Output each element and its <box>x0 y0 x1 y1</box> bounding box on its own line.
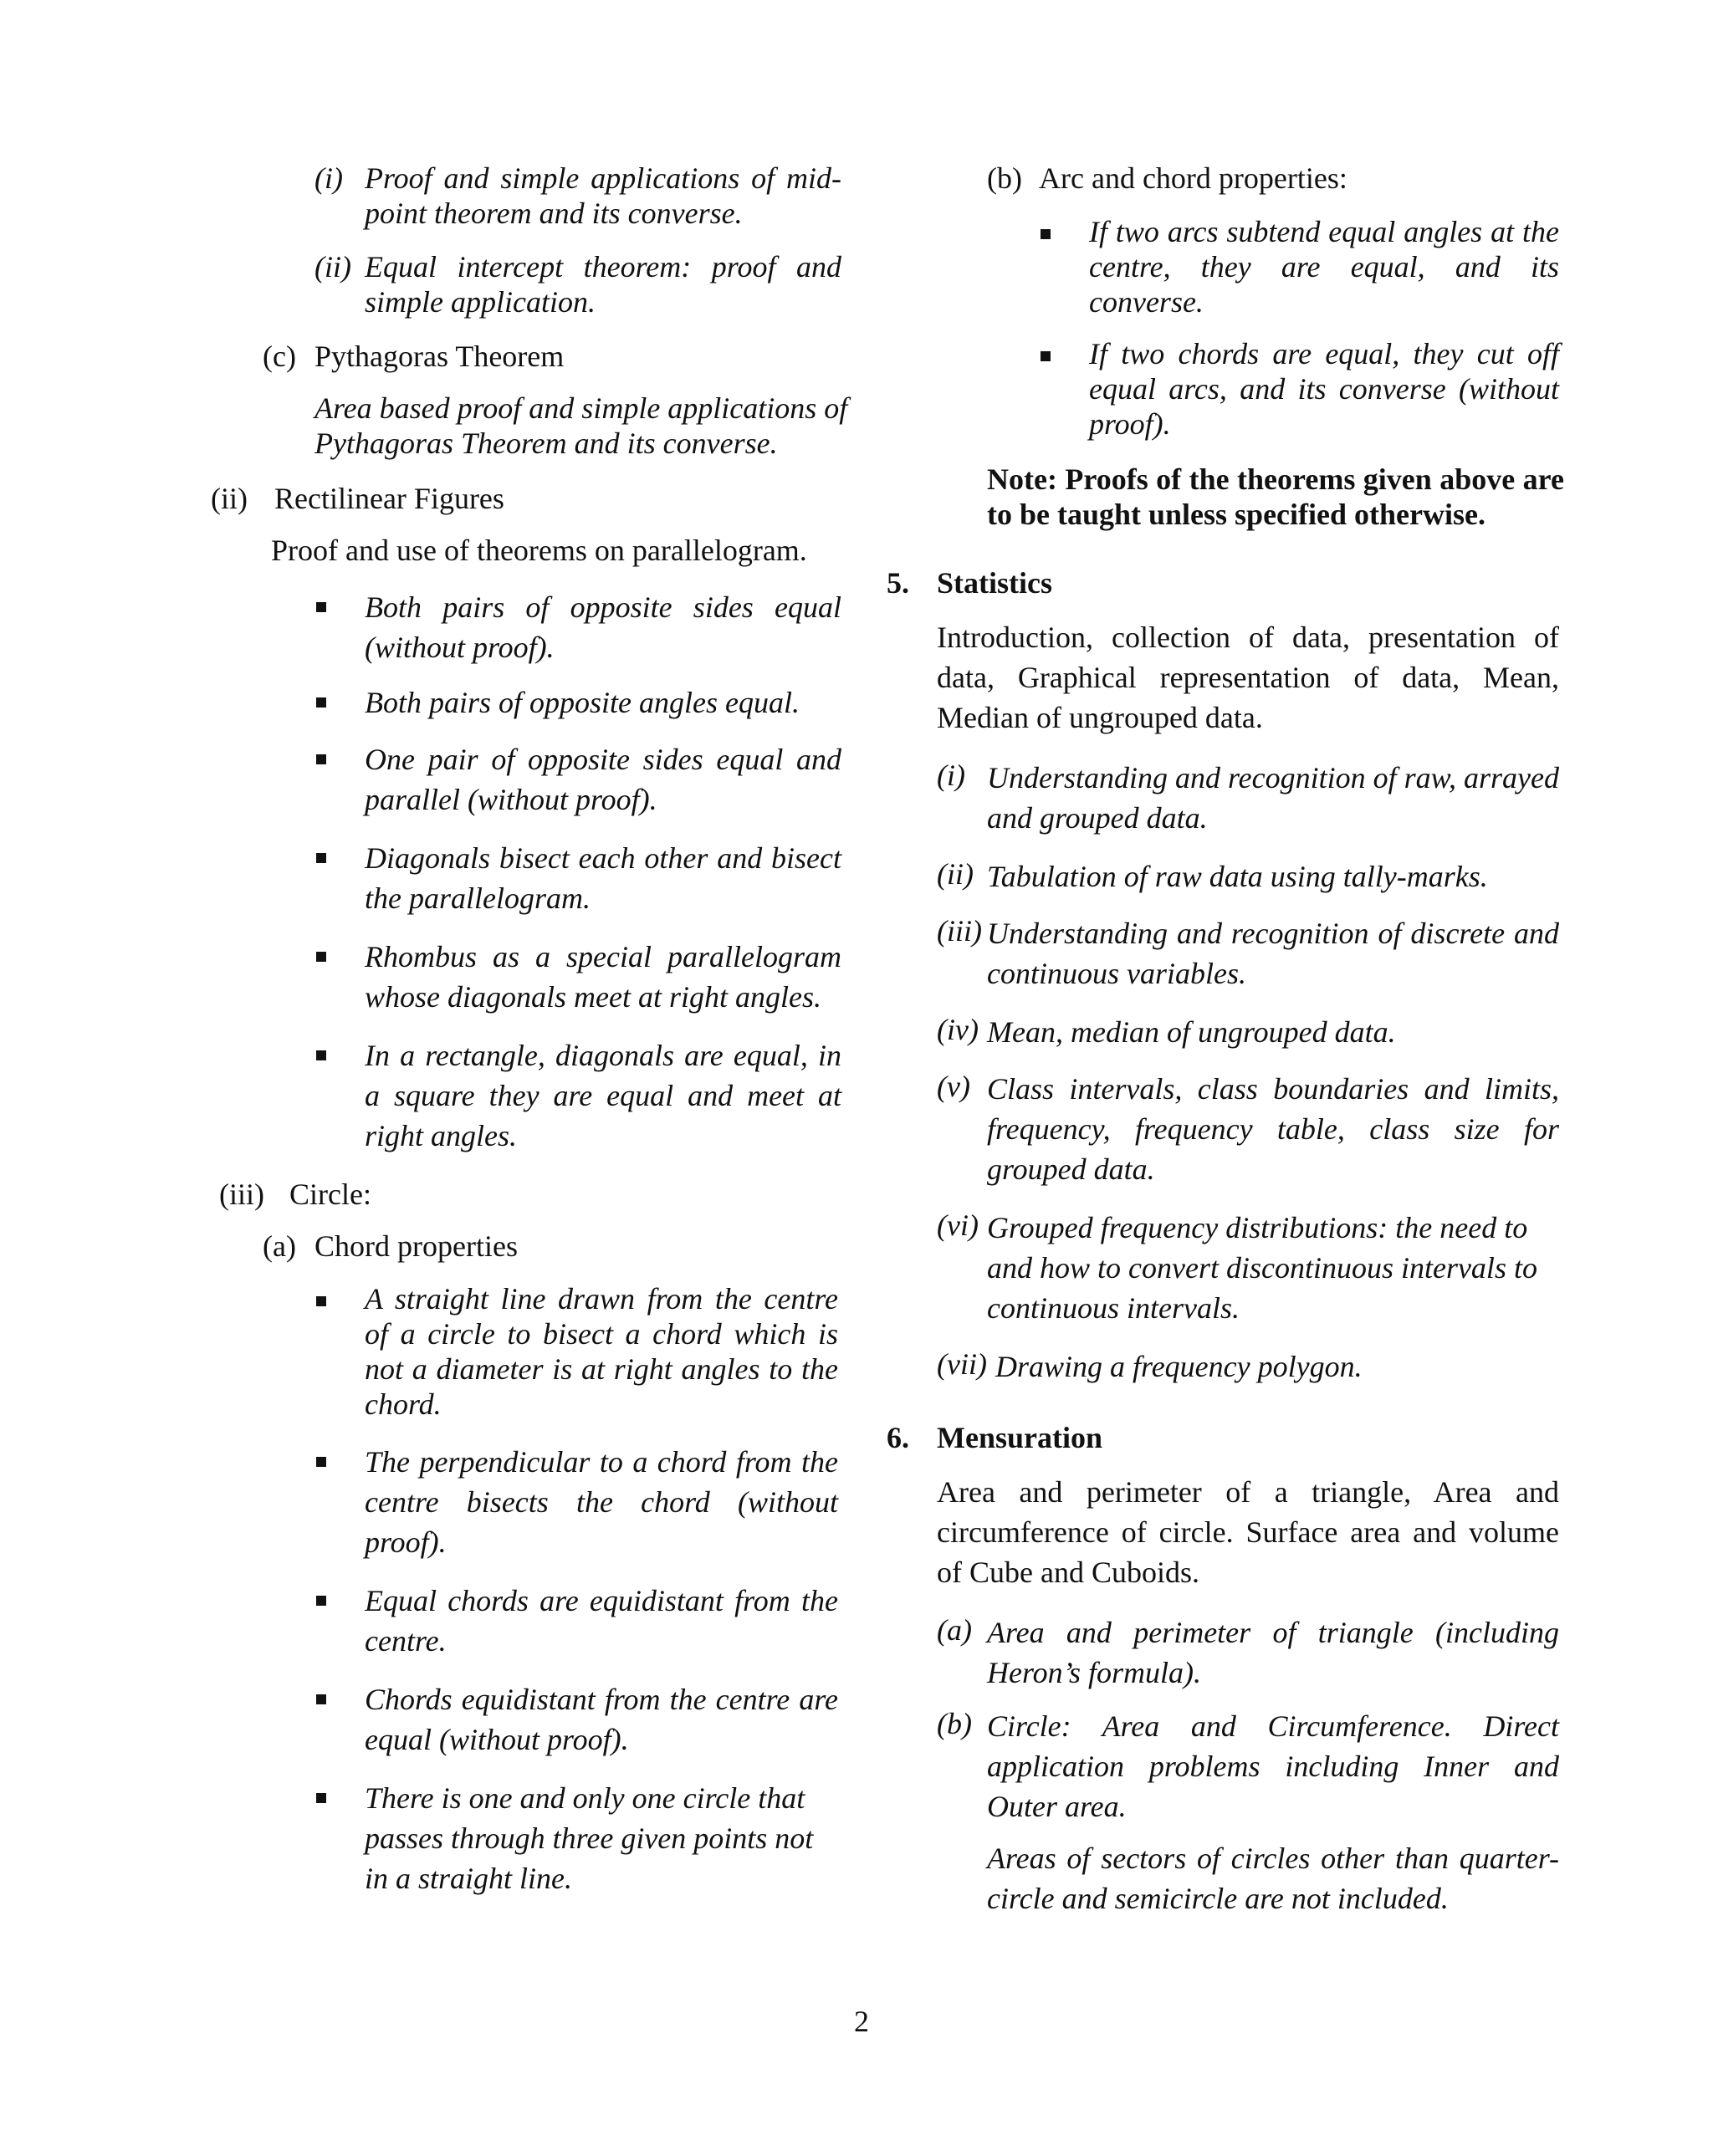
list-item: Rhombus as a special parallelogram whose diagonals meet at right angles. <box>365 940 841 1014</box>
list-item: Understanding and recognition of discrete and continuous variables. <box>987 917 1559 990</box>
item-label: (c) <box>263 340 296 373</box>
list-item: If two arcs subtend equal angles at the centre, they are equal, and its converse. <box>1089 215 1559 319</box>
list-item: Diagonals bisect each other and bisect the parallelogram. <box>365 841 841 915</box>
list-item: Mean, median of ungrouped data. <box>987 1015 1396 1049</box>
mensuration-intro: Area and perimeter of a triangle, Area and circumference of circle. Surface area and volume of Cube and Cuboids. <box>937 1475 1559 1589</box>
bullet-icon <box>316 1050 326 1060</box>
item-label: (iii) <box>937 914 982 948</box>
section-number: 6. <box>887 1421 909 1454</box>
bullet-icon <box>316 1793 326 1803</box>
list-item: Drawing a frequency polygon. <box>995 1350 1363 1383</box>
list-item: Area and perimeter of triangle (including Heron’s formula). <box>987 1616 1559 1689</box>
arc-chord-heading: Arc and chord properties: <box>1039 161 1347 195</box>
list-item: A straight line drawn from the centre of a circle to bisect a chord which is not a diameter is at right angles to the chord. <box>365 1282 838 1421</box>
chord-properties-heading: Chord properties <box>314 1229 518 1263</box>
bullet-icon <box>1041 229 1051 239</box>
item-label: (a) <box>937 1613 972 1647</box>
bullet-icon <box>1041 351 1051 361</box>
item-label: (v) <box>937 1070 970 1103</box>
page-number: 2 <box>854 2005 869 2038</box>
midpoint-theorem-item: Proof and simple applications of mid-point theorem and its converse. <box>365 161 841 230</box>
item-label: (ii) <box>314 250 351 284</box>
list-item: Both pairs of opposite sides equal (without proof). <box>365 590 841 664</box>
list-item: The perpendicular to a chord from the centre bisects the chord (without proof). <box>365 1445 838 1559</box>
list-item: Understanding and recognition of raw, arrayed and grouped data. <box>987 761 1559 835</box>
bullet-icon <box>316 754 326 764</box>
note-text: Note: Proofs of the theorems given above are to be taught unless specified otherwise. <box>987 462 1564 531</box>
item-label: (vi) <box>937 1208 979 1242</box>
item-label: (iii) <box>219 1178 264 1211</box>
list-item: There is one and only one circle that passes through three given points not in a straight line. <box>365 1781 814 1895</box>
bullet-icon <box>316 1694 326 1704</box>
list-item: Tabulation of raw data using tally-marks. <box>987 860 1488 893</box>
list-item: Both pairs of opposite angles equal. <box>365 686 800 719</box>
list-item: Grouped frequency distributions: the need to and how to convert discontinuous intervals to continuous intervals. <box>987 1211 1537 1325</box>
list-item: If two chords are equal, they cut off equal arcs, and its converse (without proof). <box>1089 337 1559 441</box>
bullet-icon <box>316 952 326 962</box>
equal-intercept-item: Equal intercept theorem: proof and simple application. <box>365 250 841 319</box>
bullet-icon <box>316 1596 326 1606</box>
list-item: Chords equidistant from the centre are equal (without proof). <box>365 1683 838 1756</box>
circle-heading: Circle: <box>289 1178 371 1211</box>
item-label: (i) <box>937 759 965 792</box>
pythagoras-heading: Pythagoras Theorem <box>314 340 565 373</box>
item-label: (b) <box>937 1707 972 1740</box>
sectors-note: Areas of sectors of circles other than quarter-circle and semicircle are not included. <box>987 1842 1559 1915</box>
list-item: Equal chords are equidistant from the centre. <box>365 1584 838 1658</box>
bullet-icon <box>316 697 326 708</box>
mensuration-heading: Mensuration <box>937 1421 1102 1454</box>
item-label: (b) <box>987 161 1022 195</box>
item-label: (iv) <box>937 1013 979 1046</box>
item-label: (ii) <box>211 482 248 515</box>
item-label: (ii) <box>937 857 974 891</box>
item-label: (a) <box>263 1229 296 1263</box>
statistics-heading: Statistics <box>937 566 1052 600</box>
parallelogram-intro: Proof and use of theorems on parallelogram. <box>271 534 807 567</box>
item-label: (vii) <box>937 1347 987 1381</box>
item-label: (i) <box>314 161 343 195</box>
bullet-icon <box>316 1457 326 1467</box>
list-item: One pair of opposite sides equal and parallel (without proof). <box>365 743 841 816</box>
rectilinear-heading: Rectilinear Figures <box>274 482 504 515</box>
section-number: 5. <box>887 566 909 600</box>
list-item: Circle: Area and Circumference. Direct application problems including Inner and Outer area. <box>987 1709 1559 1823</box>
statistics-intro: Introduction, collection of data, presentation of data, Graphical representation of data, Mean, Median of ungrouped data. <box>937 621 1559 734</box>
bullet-icon <box>316 1296 326 1306</box>
pythagoras-description: Area based proof and simple applications of Pythagoras Theorem and its converse. <box>314 391 848 460</box>
list-item: Class intervals, class boundaries and limits, frequency, frequency table, class size for grouped data. <box>987 1072 1559 1186</box>
bullet-icon <box>316 853 326 863</box>
bullet-icon <box>316 602 326 612</box>
list-item: In a rectangle, diagonals are equal, in a square they are equal and meet at right angles. <box>365 1039 841 1152</box>
